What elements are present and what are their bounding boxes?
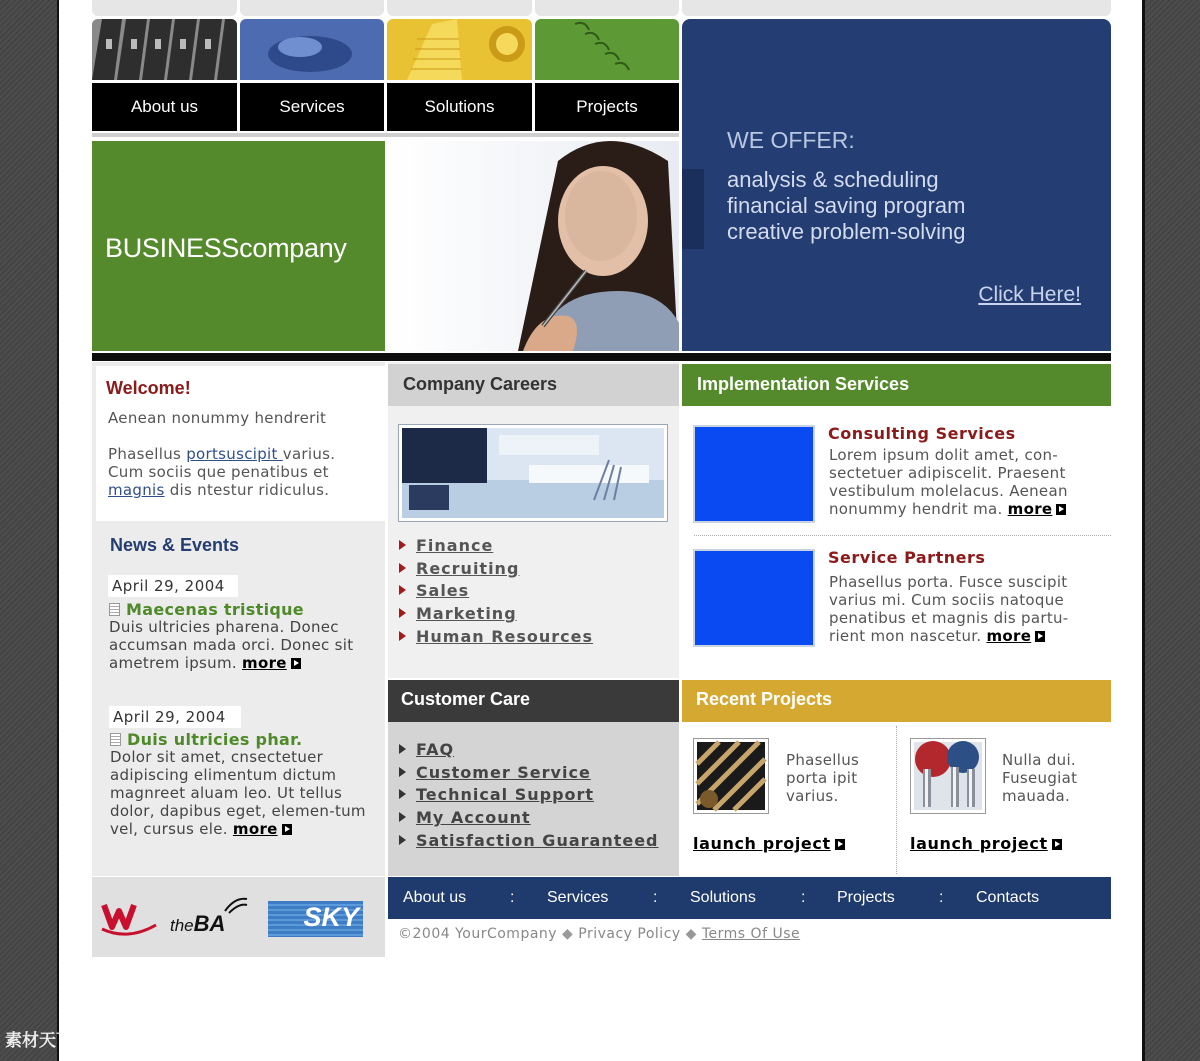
notebook-thumbnail <box>535 19 679 80</box>
offer-panel <box>682 19 1111 351</box>
partners-text <box>829 573 1101 645</box>
care-link-item[interactable] <box>399 785 659 808</box>
document-icon <box>110 733 121 746</box>
footer-about-us[interactable]: About us <box>403 889 467 906</box>
terms-of-use-link[interactable]: Terms Of Use <box>701 926 801 942</box>
more-link[interactable] <box>987 627 1032 645</box>
privacy-policy-link[interactable]: Privacy Policy <box>578 926 681 942</box>
top-tab <box>240 0 384 16</box>
launch-project-link[interactable] <box>910 834 1062 853</box>
consulting-text <box>829 446 1101 518</box>
separator-dot-icon: ◆ <box>685 926 697 942</box>
offer-accent-bar <box>682 169 704 249</box>
copyright-line <box>398 926 800 942</box>
nav-divider <box>92 133 679 137</box>
careers-link-item[interactable] <box>399 581 593 604</box>
careers-links <box>399 536 593 649</box>
arrow-icon <box>291 658 301 669</box>
top-tab <box>387 0 532 16</box>
news-date-box <box>109 706 241 728</box>
footer-separator: : <box>653 889 658 906</box>
arrow-icon <box>282 824 292 835</box>
offer-title: WE OFFER: <box>727 127 855 153</box>
more-label: more <box>242 654 287 672</box>
nav-about-us[interactable]: About us <box>92 83 237 131</box>
recent-projects-title: Recent Projects <box>696 689 833 709</box>
project-text: Phasellus porta ipit varius. <box>786 751 860 805</box>
offer-line: analysis & scheduling <box>727 167 939 192</box>
news-text <box>110 748 375 838</box>
careers-link[interactable]: Sales <box>416 581 470 601</box>
arrow-icon <box>399 789 406 799</box>
careers-link-item[interactable] <box>399 627 593 650</box>
brand-wordmark <box>105 233 347 264</box>
welcome-text: varius. Cum sociis que penatibus et <box>108 445 336 481</box>
hero-photo <box>388 141 679 351</box>
brand-light: company <box>239 233 347 263</box>
services-divider <box>694 535 1111 536</box>
arrow-icon <box>399 540 406 550</box>
customer-care-header <box>388 680 679 722</box>
footer-projects[interactable]: Projects <box>837 889 895 906</box>
footer-contacts[interactable]: Contacts <box>976 889 1040 906</box>
project-thumbnail <box>910 738 986 814</box>
arrow-icon <box>399 631 406 641</box>
careers-link-item[interactable] <box>399 536 593 559</box>
welcome-link[interactable]: portsuscipit <box>186 445 283 463</box>
news-headline[interactable] <box>110 730 302 749</box>
project-text: Nulla dui. Fuseugiat mauada. <box>1002 751 1078 805</box>
brand-bold: BUSINESS <box>105 233 240 263</box>
care-link[interactable]: Satisfaction Guaranteed <box>416 830 659 850</box>
care-link[interactable]: My Account <box>416 808 531 828</box>
watermark: 素材天下 sucaisucai.com 编号: 04657895 <box>5 1031 378 1051</box>
top-tab <box>682 0 1111 16</box>
sky-logo-text: SKY <box>303 902 359 932</box>
arrow-icon <box>835 839 845 850</box>
nav-solutions[interactable]: Solutions <box>387 83 532 131</box>
news-title: News & Events <box>110 535 240 555</box>
footer-solutions[interactable]: Solutions <box>690 889 756 906</box>
news-headline[interactable] <box>109 600 304 619</box>
careers-title: Company Careers <box>403 374 558 394</box>
news-body: Duis ultricies pharena. Donec accumsan mada orci. Donec sit ametrem ipsum. <box>109 618 354 672</box>
sky-logo-icon <box>268 901 363 937</box>
launch-project-label: launch project <box>693 834 831 853</box>
launch-project-link[interactable] <box>693 834 845 853</box>
more-label: more <box>232 820 278 838</box>
news-date-box <box>108 575 238 597</box>
partners-image <box>693 549 815 647</box>
offer-line: creative problem-solving <box>727 219 966 244</box>
launch-project-label: launch project <box>910 834 1048 853</box>
more-link[interactable] <box>242 654 287 672</box>
arrow-icon <box>1035 631 1045 642</box>
consulting-title: Consulting Services <box>828 424 1016 443</box>
arrow-icon <box>399 835 406 845</box>
careers-link[interactable]: Finance <box>416 536 494 555</box>
building-thumbnail <box>387 19 532 80</box>
arrow-icon <box>399 812 406 822</box>
partner-logos <box>92 877 385 957</box>
document-icon <box>109 603 120 616</box>
consulting-body: Lorem ipsum dolit amet, con-sectetuer adipiscelit. Praesent vestibulum molelacus. Aenean nonummy hendrit ma. <box>829 446 1068 518</box>
implementation-title: Implementation Services <box>697 374 910 394</box>
welcome-box <box>96 366 385 521</box>
careers-link[interactable]: Marketing <box>416 604 517 624</box>
welcome-link[interactable]: magnis <box>108 481 165 499</box>
careers-link[interactable]: Recruiting <box>416 558 520 578</box>
recent-projects-header <box>682 680 1111 722</box>
office-photo <box>398 424 668 522</box>
project-thumbnail <box>693 738 769 814</box>
handshake-thumbnail <box>240 19 384 80</box>
top-tab <box>535 0 679 16</box>
arrow-icon <box>399 608 406 618</box>
arrow-icon <box>1052 839 1062 850</box>
news-date: April 29, 2004 <box>113 708 226 726</box>
offer-list <box>727 167 965 245</box>
welcome-text: Phasellus <box>108 445 187 463</box>
careers-link[interactable]: Human Resources <box>416 626 594 646</box>
footer-separator: : <box>801 889 806 906</box>
care-link-item[interactable] <box>399 808 659 831</box>
binders-thumbnail <box>92 19 237 80</box>
news-date: April 29, 2004 <box>112 577 225 595</box>
arrow-icon <box>399 744 406 754</box>
welcome-text: dis ntestur ridiculus. <box>164 481 330 499</box>
arrow-icon <box>399 767 406 777</box>
news-headline-text: Maecenas tristique <box>126 600 304 619</box>
footer-separator: : <box>939 889 944 906</box>
more-label: more <box>1007 500 1053 518</box>
brand-panel <box>92 141 385 351</box>
swoosh-icon <box>223 897 249 915</box>
ba-logo-icon: theBA <box>170 911 226 936</box>
welcome-intro: Aenean nonummy hendrerit <box>108 409 327 427</box>
nav-services[interactable]: Services <box>240 83 384 131</box>
footer-nav <box>388 877 1111 919</box>
welcome-title: Welcome! <box>106 378 191 398</box>
news-text <box>109 618 374 672</box>
care-link-item[interactable] <box>399 740 659 763</box>
careers-link-item[interactable] <box>399 559 593 582</box>
w-logo-icon <box>100 899 160 939</box>
partners-body: Phasellus porta. Fusce suscipit varius mi. Cum sociis natoque penatibus et magnis dis partu-rient mon nascetur. <box>829 573 1069 645</box>
arrow-icon <box>399 585 406 595</box>
arrow-icon <box>1056 504 1066 515</box>
projects-divider <box>896 726 897 874</box>
footer-services[interactable]: Services <box>547 889 609 906</box>
more-link[interactable] <box>1008 500 1053 518</box>
customer-care-links <box>399 740 659 853</box>
news-headline-text: Duis ultricies phar. <box>127 730 303 749</box>
customer-care-title: Customer Care <box>401 689 531 709</box>
nav-projects[interactable]: Projects <box>535 83 679 131</box>
care-link-item[interactable] <box>399 831 659 854</box>
care-link[interactable]: Customer Service <box>416 762 591 782</box>
care-link[interactable]: FAQ <box>416 740 455 759</box>
care-link[interactable]: Technical Support <box>416 785 595 805</box>
more-label: more <box>986 627 1032 645</box>
careers-header <box>388 364 679 406</box>
arrow-icon <box>399 563 406 573</box>
implementation-header <box>682 364 1111 406</box>
partners-title: Service Partners <box>828 548 986 567</box>
careers-link-item[interactable] <box>399 604 593 627</box>
consulting-image <box>693 425 815 523</box>
separator-dot-icon: ◆ <box>562 926 574 942</box>
news-body: Dolor sit amet, cnsectetuer adipiscing elimentum dictum magnreet aluam leo. Ut tellus dolor, dapibus eget, elemen-tum vel, cursus ele. <box>110 748 366 838</box>
footer-separator: : <box>510 889 515 906</box>
offer-line: financial saving program <box>727 193 966 218</box>
welcome-paragraph <box>108 445 370 499</box>
copyright-text: ©2004 YourCompany <box>398 926 558 942</box>
care-link-item[interactable] <box>399 763 659 786</box>
click-here-link[interactable]: Click Here! <box>978 283 1081 306</box>
hero-divider <box>92 353 1111 361</box>
top-tab <box>92 0 237 16</box>
more-link[interactable] <box>233 820 278 838</box>
